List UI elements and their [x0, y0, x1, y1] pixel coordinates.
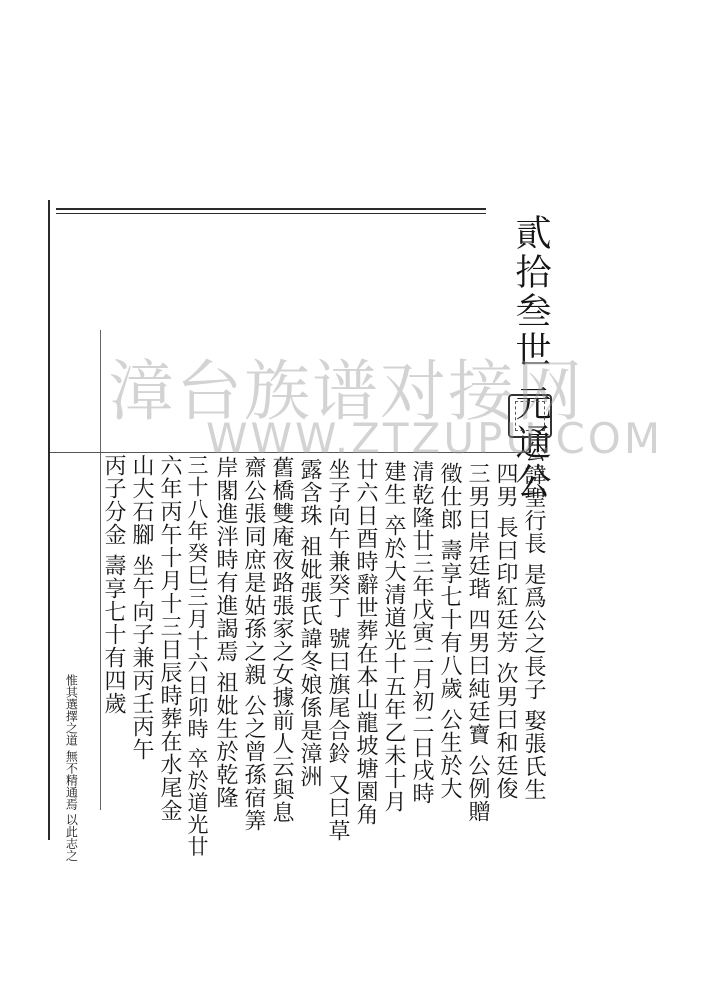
text-column-13: 三十八年癸巳三月十六日卯時 卒於道光廿 [185, 454, 209, 858]
text-column-7: 廿六日酉時辭世葬在本山龍坡塘園角 [353, 458, 378, 826]
text-column-16: 丙子分金 壽享七十有四歲 [101, 454, 126, 715]
text-column-4: 徵仕郎 壽享七十有八歲 公生於大 [437, 462, 462, 800]
watermark-title: 漳台族谱对接网 [108, 353, 584, 430]
text-column-10: 舊橋雙庵夜路張家之女據前人云與息 [269, 456, 294, 824]
header-title: 貳拾叁世 元通公 [510, 214, 551, 502]
left-scan-edge [48, 200, 50, 840]
text-column-1: 公諱聖行長 是爲公之長子 娶張氏生 [521, 440, 546, 801]
text-column-3: 三男曰岸廷瑎 四男曰純廷寶 公例贈 [465, 462, 490, 823]
text-column-5: 清乾隆廿三年戊寅二月初二日戌時 [409, 460, 434, 805]
text-column-14: 六年丙午十月十三日辰時葬在水尾金 [157, 454, 182, 822]
text-column-6: 建生 卒於大清道光十五年乙未十月 [381, 460, 406, 813]
text-column-11: 齋公張同庶是姑孫之親 公之曾孫宿筭 [241, 456, 266, 832]
watermark-url: WWW.ZTZUPU.COM [206, 414, 664, 463]
small-annotation: 惟其選擇之道 無不精通焉 以此志之 [64, 674, 79, 862]
text-column-15: 山大石腳 坐午向子兼丙壬丙午 [129, 454, 154, 761]
text-column-8: 坐子向午兼癸丁 號曰旗尾合鈴 又曰草 [325, 458, 350, 842]
text-column-9: 露含珠 祖妣張氏諱冬娘係是漳洲 [297, 458, 322, 788]
text-column-2: 四男 長曰印紅廷芳 次男曰和廷俊 [493, 462, 518, 800]
top-border-line [56, 208, 486, 210]
top-border-line-2 [56, 213, 486, 214]
text-column-12: 岸閣進泮時有進謁焉 祖妣生於乾隆 [213, 456, 238, 809]
